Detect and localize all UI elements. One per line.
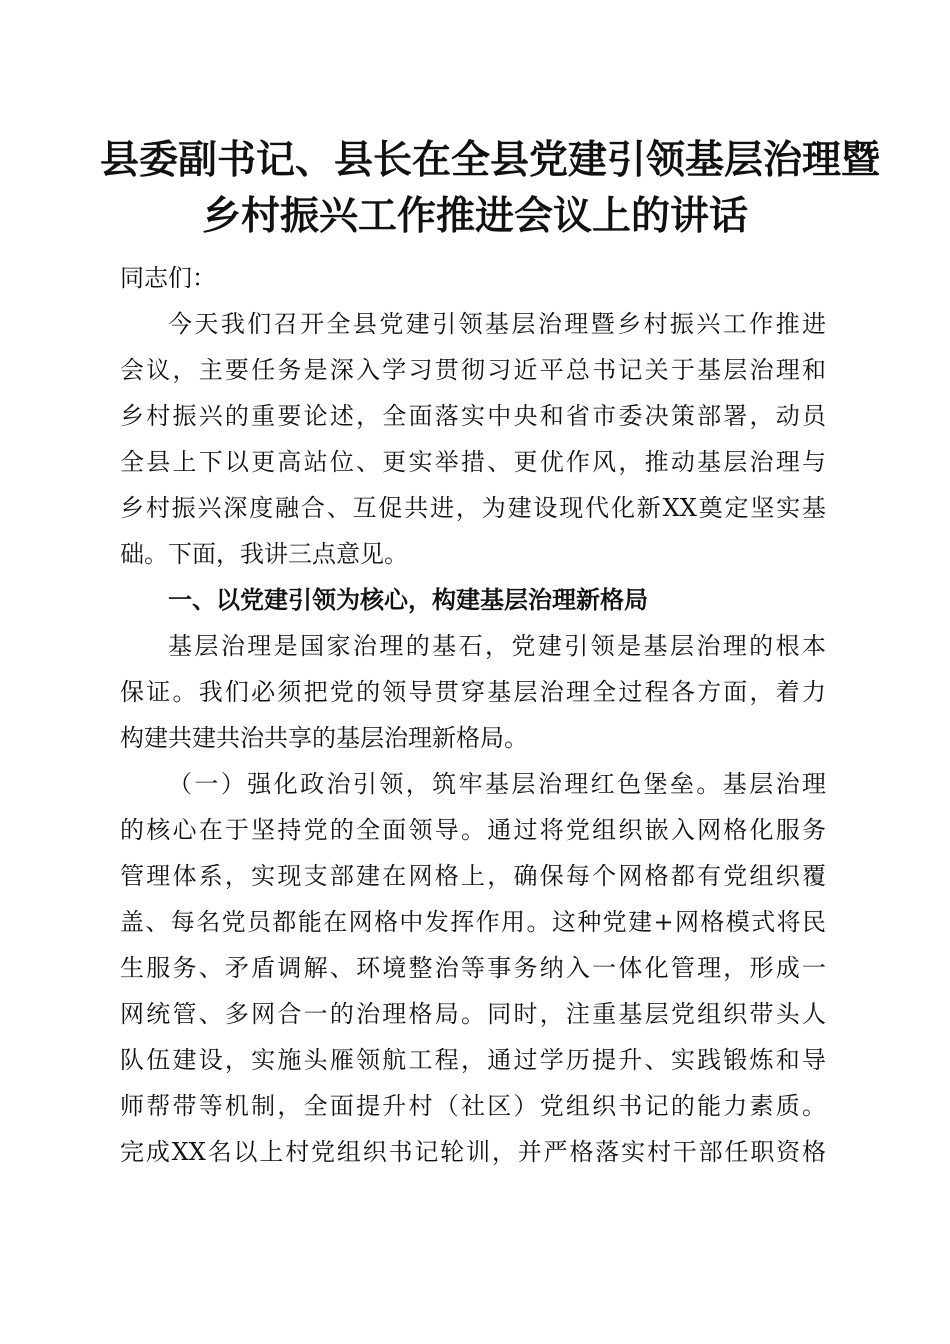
- salutation: 同志们：: [120, 264, 216, 292]
- text-line: 今天我们召开全县党建引领基层治理暨乡村振兴工作推进: [168, 310, 826, 338]
- subsection-1-paragraph: [120, 761, 826, 1175]
- text-line: 乡村振兴深度融合、互促共进，为建设现代化新XX奠定坚实基: [120, 494, 826, 522]
- text-line: 生服务、矛盾调解、环境整治等事务纳入一体化管理，形成一: [120, 954, 826, 982]
- document-body: [120, 255, 826, 1175]
- text-line: 管理体系，实现支部建在网格上，确保每个网格都有党组织覆: [120, 862, 826, 890]
- document-title: [100, 132, 881, 244]
- text-line: 队伍建设，实施头雁领航工程，通过学历提升、实践锻炼和导: [120, 1046, 826, 1074]
- text-line: 师帮带等机制，全面提升村（社区）党组织书记的能力素质。: [120, 1092, 826, 1120]
- text-line: 乡村振兴的重要论述，全面落实中央和省市委决策部署，动员: [120, 402, 826, 430]
- title-line-1: 县委副书记、县长在全县党建引领基层治理暨: [100, 137, 881, 183]
- text-line: 基层治理是国家治理的基石，党建引领是基层治理的根本: [168, 632, 826, 660]
- text-line: 保证。我们必须把党的领导贯穿基层治理全过程各方面，着力: [120, 678, 826, 706]
- text-line: 完成XX名以上村党组织书记轮训，并严格落实村干部任职资格: [120, 1138, 826, 1166]
- intro-paragraph: [120, 301, 826, 577]
- text-line: 础。下面，我讲三点意见。: [120, 540, 408, 568]
- text-line: 盖、每名党员都能在网格中发挥作用。这种党建+网格模式将民: [120, 908, 826, 936]
- text-line: 全县上下以更高站位、更实举措、更优作风，推动基层治理与: [120, 448, 826, 476]
- text-line: （一）强化政治引领，筑牢基层治理红色堡垒。基层治理: [168, 770, 826, 798]
- text-line: 的核心在于坚持党的全面领导。通过将党组织嵌入网格化服务: [120, 816, 826, 844]
- text-line: 会议，主要任务是深入学习贯彻习近平总书记关于基层治理和: [120, 356, 826, 384]
- title-line-2: 乡村振兴工作推进会议上的讲话: [201, 193, 748, 239]
- section-1-paragraph: [120, 623, 826, 761]
- text-line: 构建共建共治共享的基层治理新格局。: [120, 724, 528, 752]
- text-line: 网统管、多网合一的治理格局。同时，注重基层党组织带头人: [120, 1000, 826, 1028]
- section-1-heading: 一、以党建引领为核心，构建基层治理新格局: [168, 586, 648, 614]
